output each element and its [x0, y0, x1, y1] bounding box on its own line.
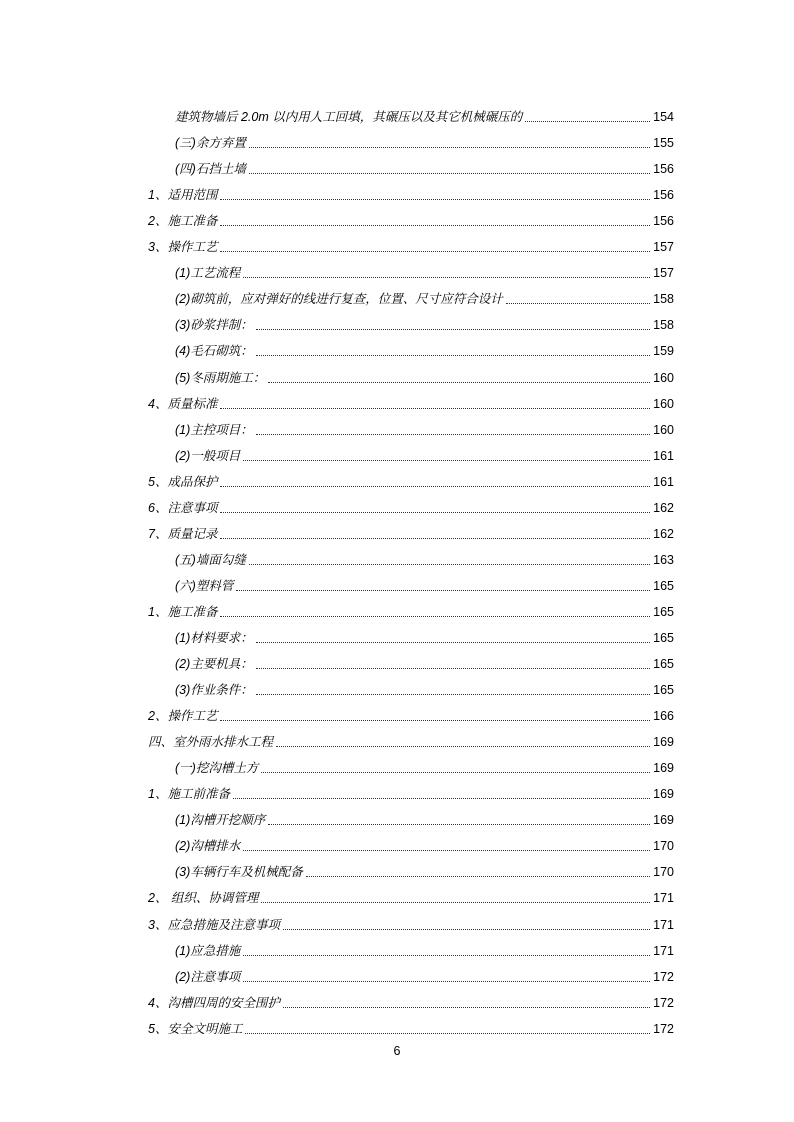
toc-entry-title: 4、质量标准 [148, 396, 218, 411]
toc-entry[interactable] [148, 387, 674, 413]
toc-entry-page: 160 [653, 422, 674, 437]
toc-entry[interactable] [148, 699, 674, 725]
toc-entry-title: 建筑物墙后 2.0m 以内用人工回填，其碾压以及其它机械碾压的 [175, 110, 523, 125]
toc-entry[interactable] [148, 308, 674, 334]
dot-leader [256, 434, 650, 435]
toc-entry-page: 172 [653, 969, 674, 984]
dot-leader [243, 277, 650, 278]
toc-entry[interactable] [148, 986, 674, 1012]
toc-entry-page: 161 [653, 474, 674, 489]
toc-entry[interactable] [148, 934, 674, 960]
toc-entry-title: (1)工艺流程 [175, 266, 241, 281]
toc-entry-page: 156 [653, 188, 674, 203]
dot-leader [220, 408, 650, 409]
toc-entry[interactable] [148, 517, 674, 543]
toc-entry-title: (三)余方弃置 [175, 136, 246, 151]
toc-entry[interactable] [148, 178, 674, 204]
dot-leader [256, 355, 650, 356]
toc-entry-page: 165 [653, 657, 674, 672]
toc-entry[interactable] [148, 439, 674, 465]
toc-entry-title: 2、 组织、协调管理 [148, 891, 259, 906]
dot-leader [306, 876, 650, 877]
toc-entry[interactable] [148, 543, 674, 569]
toc-entry-title: (六)塑料管 [175, 578, 234, 593]
toc-entry-title: 2、施工准备 [148, 214, 218, 229]
toc-entry[interactable] [148, 725, 674, 751]
toc-entry-title: (1)材料要求： [175, 630, 253, 645]
dot-leader [243, 955, 650, 956]
toc-entry-page: 161 [653, 448, 674, 463]
dot-leader [283, 1007, 650, 1008]
dot-leader [268, 824, 650, 825]
toc-entry[interactable] [148, 855, 674, 881]
toc-entry[interactable] [148, 334, 674, 360]
toc-entry[interactable] [148, 360, 674, 386]
toc-entry-title: (2)沟槽排水 [175, 839, 241, 854]
toc-entry[interactable] [148, 829, 674, 855]
toc-entry-title: (3)砂浆拌制： [175, 318, 253, 333]
toc-entry-title: (2)注意事项 [175, 969, 241, 984]
toc-entry-page: 162 [653, 526, 674, 541]
toc-entry-title: (1)沟槽开挖顺序 [175, 813, 266, 828]
toc-entry[interactable] [148, 256, 674, 282]
toc-entry-page: 156 [653, 214, 674, 229]
dot-leader [220, 199, 650, 200]
toc-entry-page: 159 [653, 344, 674, 359]
dot-leader [243, 850, 650, 851]
toc-entry[interactable] [148, 777, 674, 803]
dot-leader [256, 642, 650, 643]
table-of-contents [148, 100, 674, 1038]
toc-entry[interactable] [148, 803, 674, 829]
toc-entry-page: 163 [653, 552, 674, 567]
toc-entry-page: 157 [653, 266, 674, 281]
toc-entry-title: 1、施工前准备 [148, 787, 230, 802]
toc-entry-title: 4、沟槽四周的安全围护 [148, 995, 280, 1010]
toc-entry-title: (四)石挡土墙 [175, 162, 246, 177]
toc-entry-page: 170 [653, 865, 674, 880]
dot-leader [243, 981, 650, 982]
toc-entry-page: 172 [653, 995, 674, 1010]
toc-entry-title: (2)主要机具： [175, 657, 253, 672]
toc-entry-title: (一)挖沟槽土方 [175, 761, 259, 776]
dot-leader [233, 798, 650, 799]
dot-leader [245, 1033, 650, 1034]
toc-entry-page: 171 [653, 943, 674, 958]
toc-entry-title: (2)砌筑前，应对弹好的线进行复查，位置、尺寸应符合设计 [175, 292, 503, 307]
toc-entry[interactable] [148, 413, 674, 439]
toc-entry-page: 165 [653, 683, 674, 698]
toc-entry[interactable] [148, 491, 674, 517]
toc-entry[interactable] [148, 465, 674, 491]
dot-leader [220, 616, 650, 617]
page-number: 6 [393, 1044, 401, 1058]
toc-entry-title: (4)毛石砌筑： [175, 344, 253, 359]
dot-leader [506, 303, 650, 304]
toc-entry-page: 171 [653, 917, 674, 932]
dot-leader [268, 382, 650, 383]
toc-entry[interactable] [148, 569, 674, 595]
toc-entry-title: (3)车辆行车及机械配备 [175, 865, 303, 880]
toc-entry-page: 160 [653, 396, 674, 411]
toc-entry-title: 1、施工准备 [148, 604, 218, 619]
toc-entry[interactable] [148, 126, 674, 152]
toc-entry[interactable] [148, 1012, 674, 1038]
toc-entry-title: 7、质量记录 [148, 526, 218, 541]
toc-entry-title: (1)应急措施 [175, 943, 241, 958]
toc-entry-page: 165 [653, 630, 674, 645]
toc-entry-page: 169 [653, 735, 674, 750]
toc-entry-title: 5、成品保护 [148, 474, 218, 489]
toc-entry-page: 160 [653, 370, 674, 385]
dot-leader [220, 538, 650, 539]
toc-entry-page: 162 [653, 500, 674, 515]
toc-entry-title: (3)作业条件： [175, 683, 253, 698]
toc-entry-page: 169 [653, 813, 674, 828]
dot-leader [220, 225, 650, 226]
toc-entry[interactable] [148, 621, 674, 647]
toc-entry-page: 155 [653, 136, 674, 151]
toc-entry[interactable] [148, 100, 674, 126]
toc-entry[interactable] [148, 907, 674, 933]
toc-entry[interactable] [148, 673, 674, 699]
toc-entry[interactable] [148, 204, 674, 230]
toc-entry-page: 171 [653, 891, 674, 906]
dot-leader [525, 121, 650, 122]
toc-entry-page: 154 [653, 110, 674, 125]
toc-entry[interactable] [148, 960, 674, 986]
toc-entry-title: (5)冬雨期施工： [175, 370, 266, 385]
toc-entry-page: 166 [653, 709, 674, 724]
dot-leader [283, 929, 650, 930]
toc-entry-title: 2、操作工艺 [148, 709, 218, 724]
dot-leader [249, 173, 650, 174]
toc-entry-page: 172 [653, 1021, 674, 1036]
dot-leader [220, 720, 650, 721]
dot-leader [220, 512, 650, 513]
toc-entry-title: (1)主控项目： [175, 422, 253, 437]
toc-entry-page: 169 [653, 787, 674, 802]
toc-entry-page: 158 [653, 292, 674, 307]
toc-entry-title: 1、适用范围 [148, 188, 218, 203]
dot-leader [261, 902, 650, 903]
toc-entry-title: 6、注意事项 [148, 500, 218, 515]
dot-leader [220, 486, 650, 487]
toc-entry[interactable] [148, 152, 674, 178]
toc-entry[interactable] [148, 595, 674, 621]
dot-leader [256, 694, 650, 695]
toc-entry-page: 157 [653, 240, 674, 255]
dot-leader [276, 746, 650, 747]
toc-entry-page: 165 [653, 578, 674, 593]
toc-entry-page: 169 [653, 761, 674, 776]
toc-entry-title: 5、安全文明施工 [148, 1021, 243, 1036]
dot-leader [256, 329, 650, 330]
dot-leader [220, 251, 650, 252]
toc-entry-title: 四、室外雨水排水工程 [148, 735, 274, 750]
dot-leader [236, 590, 650, 591]
toc-entry-title: (2)一般项目 [175, 448, 241, 463]
toc-entry-title: 3、操作工艺 [148, 240, 218, 255]
toc-entry-title: 3、应急措施及注意事项 [148, 917, 280, 932]
dot-leader [261, 772, 650, 773]
toc-entry-page: 156 [653, 162, 674, 177]
toc-entry[interactable] [148, 751, 674, 777]
toc-entry[interactable] [148, 282, 674, 308]
dot-leader [243, 460, 650, 461]
toc-entry[interactable] [148, 230, 674, 256]
toc-entry[interactable] [148, 881, 674, 907]
toc-entry-page: 158 [653, 318, 674, 333]
dot-leader [249, 147, 650, 148]
dot-leader [249, 564, 650, 565]
dot-leader [256, 668, 650, 669]
toc-entry-page: 165 [653, 604, 674, 619]
toc-entry-title: (五)墙面勾缝 [175, 552, 246, 567]
toc-entry[interactable] [148, 647, 674, 673]
toc-entry-page: 170 [653, 839, 674, 854]
